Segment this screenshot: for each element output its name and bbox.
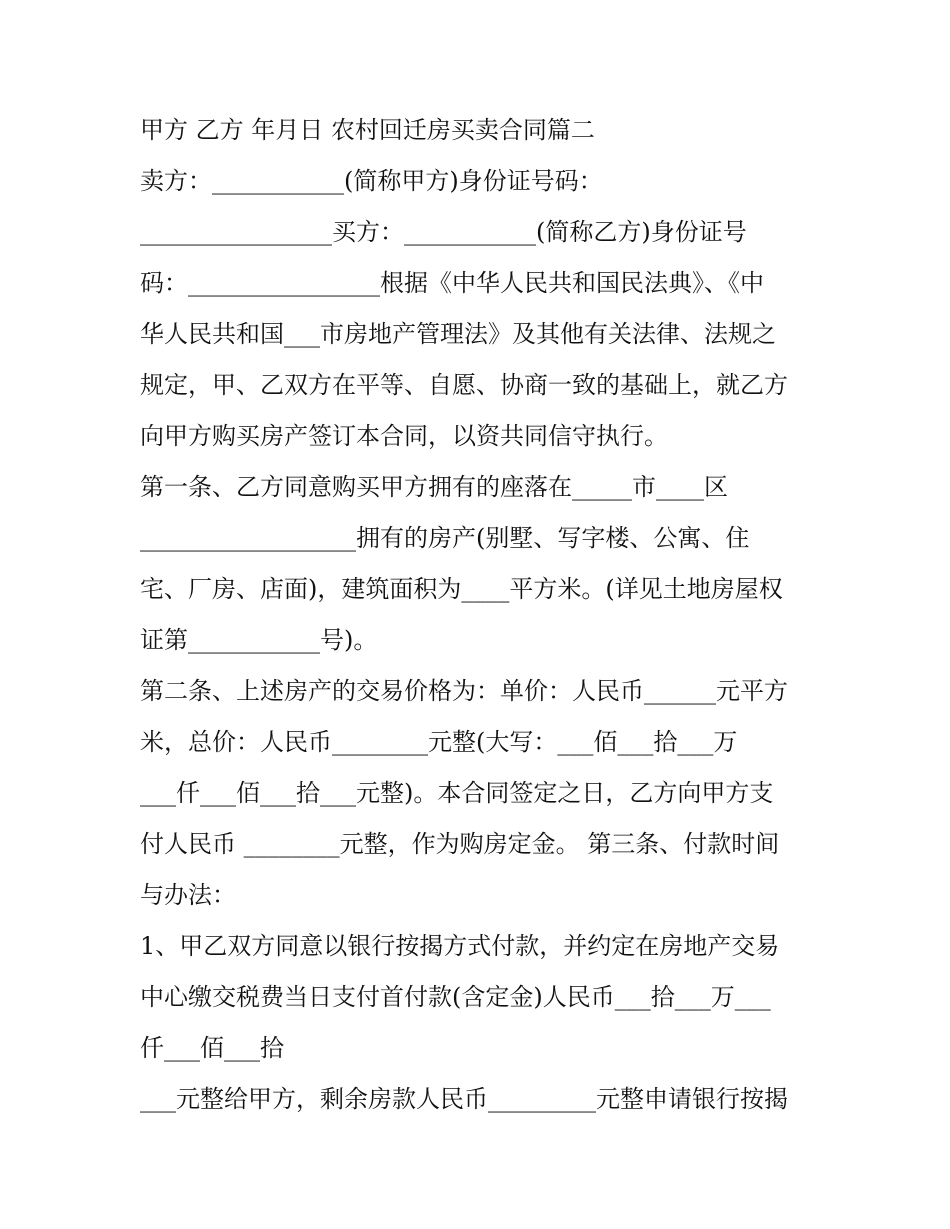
text-line-7: 向甲方购买房产签订本合同，以资共同信守执行。 (140, 422, 668, 450)
text-line-17: 1、甲乙双方同意以银行按揭方式付款，并约定在房地产交易 (140, 932, 780, 960)
text-line-2: 卖方：___________(简称甲方)身份证号码： (140, 167, 603, 195)
text-line-3: ________________买方：___________(简称乙方)身份证号 (140, 218, 747, 246)
text-line-10: 宅、厂房、店面)，建筑面积为____平方米。(详见土地房屋权 (140, 575, 783, 603)
text-line-15: 付人民币 ________元整，作为购房定金。 第三条、付款时间 (140, 830, 780, 858)
text-line-8: 第一条、乙方同意购买甲方拥有的座落在_____市____区 (140, 473, 728, 501)
text-line-13: 米，总价：人民币________元整(大写：___佰___拾___万 (140, 728, 738, 756)
text-line-9: __________________拥有的房产(别墅、写字楼、公寓、住 (140, 524, 750, 552)
text-line-1: 甲方 乙方 年月日 农村回迁房买卖合同篇二 (140, 116, 595, 144)
text-line-16: 与办法： (140, 881, 236, 909)
text-line-4: 码：________________根据《中华人民共和国民法典》、《中 (140, 269, 764, 297)
text-line-5: 华人民共和国___市房地产管理法》及其他有关法律、法规之 (140, 320, 776, 348)
text-line-19: 仟___佰___拾 (140, 1034, 284, 1062)
text-line-6: 规定，甲、乙双方在平等、自愿、协商一致的基础上，就乙方 (140, 371, 788, 399)
text-line-14: ___仟___佰___拾___元整)。本合同签定之日，乙方向甲方支 (140, 779, 774, 807)
text-line-18: 中心缴交税费当日支付首付款(含定金)人民币___拾___万___ (140, 983, 771, 1011)
text-line-12: 第二条、上述房产的交易价格为：单价：人民币______元平方 (140, 677, 788, 705)
text-line-11: 证第___________号)。 (140, 626, 378, 654)
text-line-20: ___元整给甲方，剩余房款人民币_________元整申请银行按揭 (140, 1085, 788, 1113)
